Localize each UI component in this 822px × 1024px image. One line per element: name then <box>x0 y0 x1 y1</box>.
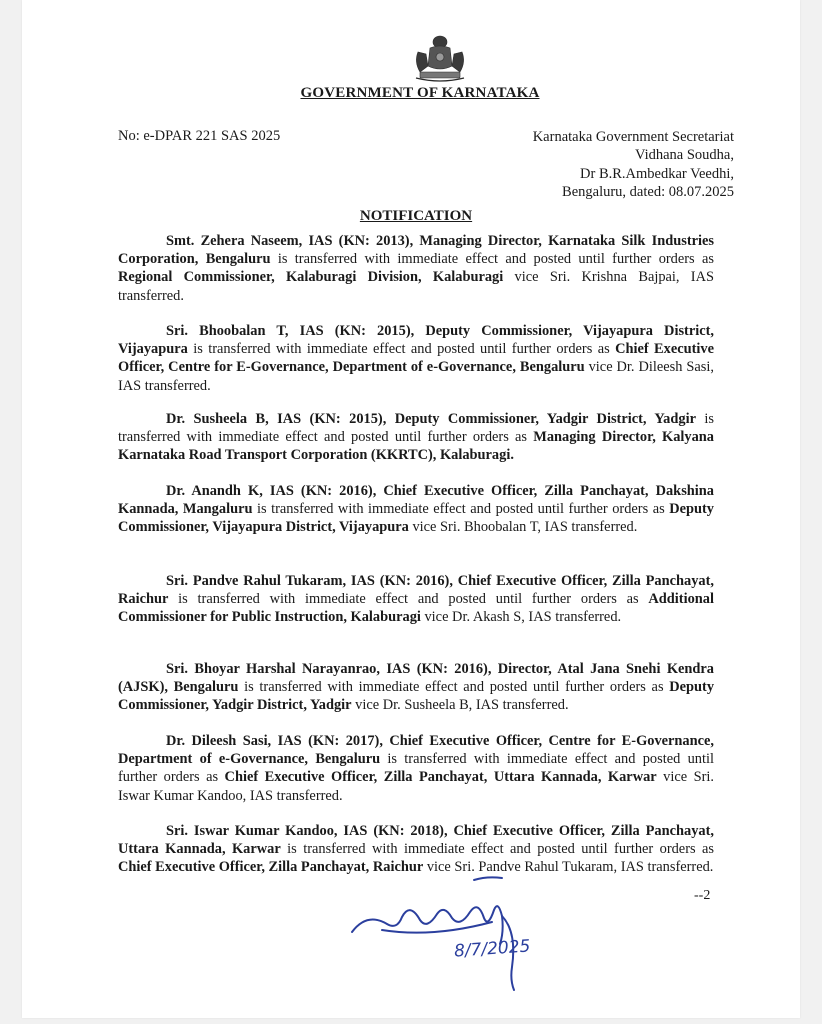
bold-text-segment: Additional Commissioner for Public Instruction, Kalaburagi <box>118 591 714 626</box>
text-segment: is transferred with immediate effect and posted until further orders as <box>252 501 670 518</box>
text-segment: vice Sri. Pandve Rahul Tukaram, IAS transferred. <box>423 859 714 876</box>
text-segment: vice Dr. Dileesh Sasi, IAS transferred. <box>118 359 714 394</box>
bold-text-segment: Deputy Commissioner, Vijayapura District, Vijayapura <box>118 501 714 536</box>
text-segment: vice Dr. Akash S, IAS transferred. <box>420 609 622 626</box>
bold-text-segment: Dr. Susheela B, IAS (KN: 2015), Deputy Commissioner, Yadgir District, Yadgir <box>166 411 696 427</box>
transfer-paragraph-8 <box>118 822 714 877</box>
bold-text-segment: Chief Executive Officer, Zilla Panchayat, Uttara Kannada, Karwar <box>224 769 657 786</box>
transfer-paragraph-4 <box>118 482 714 537</box>
reference-number: No: e-DPAR 221 SAS 2025 <box>118 128 281 144</box>
text-segment: is transferred with immediate effect and posted until further orders as <box>118 411 714 446</box>
text-segment: vice Sri. Krishna Bajpai, IAS transferred. <box>118 269 714 304</box>
bold-text-segment: Smt. Zehera Naseem, IAS (KN: 2013), Managing Director, Karnataka Silk Industries Corporation, Bengaluru <box>118 233 714 268</box>
signature-stroke <box>474 877 502 880</box>
address-line: Karnataka Government Secretariat <box>532 129 734 145</box>
bold-text-segment: Sri. Pandve Rahul Tukaram, IAS (KN: 2016), Chief Executive Officer, Zilla Panchayat, Raichur <box>118 573 714 608</box>
karnataka-state-emblem-icon <box>410 32 470 84</box>
text-segment: is transferred with immediate effect and posted until further orders as <box>270 251 714 268</box>
bold-text-segment: Sri. Bhoyar Harshal Narayanrao, IAS (KN: 2016), Director, Atal Jana Snehi Kendra (AJSK), Bengaluru <box>118 661 714 696</box>
text-segment: is transferred with immediate effect and posted until further orders as <box>187 341 616 358</box>
bold-text-segment: Regional Commissioner, Kalaburagi Division, Kalaburagi <box>118 269 504 286</box>
page-marker: --2 <box>694 888 711 903</box>
bold-text-segment: Managing Director, Kalyana Karnataka Road Transport Corporation (KKRTC), Kalaburagi. <box>118 429 714 464</box>
transfer-paragraph-2 <box>118 322 714 395</box>
bold-text-segment: Sri. Bhoobalan T, IAS (KN: 2015), Deputy Commissioner, Vijayapura District, Vijayapura <box>118 323 714 358</box>
transfer-paragraph-1 <box>118 232 714 305</box>
bold-text-segment: Chief Executive Officer, Zilla Panchayat, Raichur <box>118 859 424 876</box>
bold-text-segment: Chief Executive Officer, Centre for E-Governance, Department of e-Governance, Bengaluru <box>118 341 715 376</box>
text-segment: is transferred with immediate effect and posted until further orders as <box>238 679 670 696</box>
bold-text-segment: Dr. Anandh K, IAS (KN: 2016), Chief Executive Officer, Zilla Panchayat, Dakshina Kannada, Mangaluru <box>118 483 714 518</box>
transfer-paragraph-3 <box>118 410 714 465</box>
government-heading: GOVERNMENT OF KARNATAKA <box>300 85 540 101</box>
notification-title: NOTIFICATION <box>359 208 473 224</box>
address-line: Dr B.R.Ambedkar Veedhi, <box>580 165 734 182</box>
handwritten-signature <box>342 872 592 997</box>
text-segment: vice Sri. Iswar Kumar Kandoo, IAS transferred. <box>118 769 714 804</box>
signature-date: 8/7/2025 <box>453 936 532 962</box>
bold-text-segment: Sri. Iswar Kumar Kandoo, IAS (KN: 2018), Chief Executive Officer, Zilla Panchayat, Uttara Kannada, Karwar <box>118 823 714 858</box>
transfer-paragraph-7 <box>118 732 714 805</box>
transfer-paragraph-6 <box>118 660 714 715</box>
text-segment: is transferred with immediate effect and posted until further orders as <box>118 751 714 786</box>
address-block <box>474 128 734 201</box>
text-segment: is transferred with immediate effect and posted until further orders as <box>168 591 649 608</box>
address-date-line: Bengaluru, dated: 08.07.2025 <box>562 183 734 200</box>
text-segment: vice Sri. Bhoobalan T, IAS transferred. <box>408 519 638 536</box>
transfer-paragraph-5 <box>118 572 714 627</box>
bold-text-segment: Dr. Dileesh Sasi, IAS (KN: 2017), Chief Executive Officer, Centre for E-Governance, Department of e-Governance, Bengaluru <box>118 733 714 768</box>
text-segment: is transferred with immediate effect and posted until further orders as <box>280 841 714 858</box>
text-segment: vice Dr. Susheela B, IAS transferred. <box>351 697 569 714</box>
document-page <box>22 0 800 1018</box>
address-line: Vidhana Soudha, <box>634 147 734 164</box>
bold-text-segment: Deputy Commissioner, Yadgir District, Yadgir <box>118 679 715 714</box>
